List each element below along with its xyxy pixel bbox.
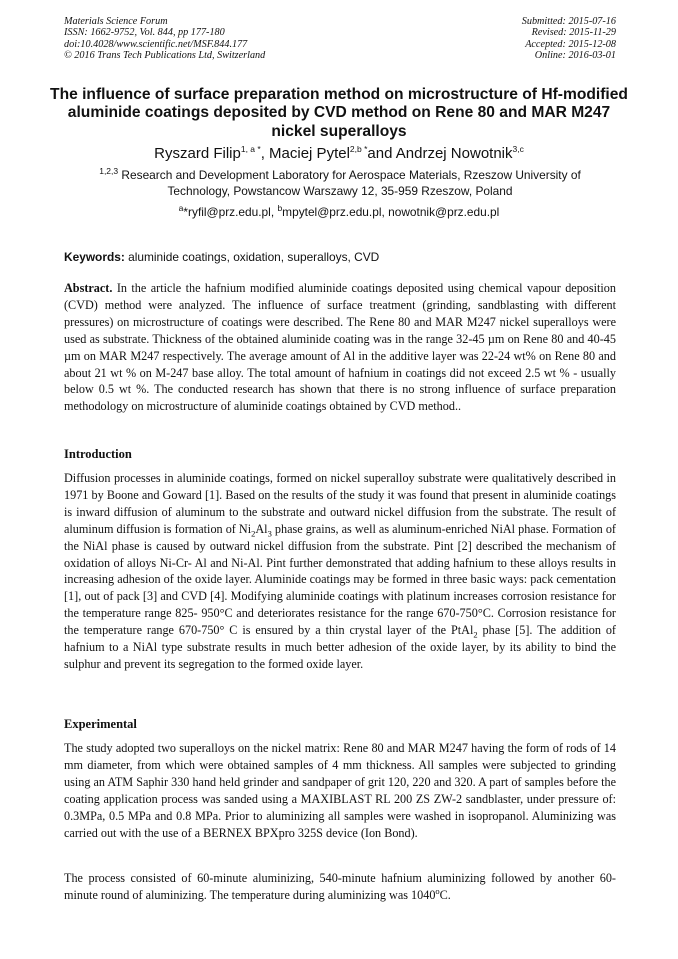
email-sup: b — [277, 203, 283, 214]
intro-text: phase [5]. The addition of hafnium to a NiAl type substrate results in much better adhesion of the oxide layer, by its ability to bind the sulphur and prevent its segregation to the formed oxide layer. — [64, 623, 616, 671]
revised-date: Revised: 2015-11-29 — [531, 27, 616, 39]
email-list — [60, 205, 618, 220]
experimental-paragraph-1: The study adopted two superalloys on the nickel matrix: Rene 80 and MAR M247 having the form of rods of 14 mm diameter, from which were obtained samples of 4 mm thickness. All samples were subjected to grinding using an ATM Saphir 330 hand held grinder and sandpaper of grit 120, 220 and 320. A part of samples before the coating application process was sanded using a MAXIBLAST RL 200 ZS ZW-2 sandblaster, under pressure of: 0.3MPa, 0.5 MPa and 0.8 MPa. Prior to aluminizing all samples were washed in isopropanol. Aluminizing was carried out with the use of a BERNEX BPXpro 325S device (Ion Bond). — [64, 741, 616, 840]
author-name: Andrzej Nowotnik — [395, 145, 513, 162]
journal-header — [64, 16, 265, 62]
subscript: 3 — [267, 528, 272, 539]
copyright-line: © 2016 Trans Tech Publications Ltd, Switzerland — [64, 50, 266, 62]
dates-header — [522, 16, 616, 62]
exp-text: C. — [439, 887, 451, 902]
paper-title: The influence of surface preparation method on microstructure of Hf-modified aluminide coatings deposited by CVD method on Rene 80 and MAR M247 nickel superalloys — [50, 86, 628, 140]
author-list — [40, 145, 638, 163]
author-affil-sup: 1, a * — [240, 144, 261, 154]
intro-text: Al — [255, 521, 268, 536]
exp-text: The process consisted of 60-minute aluminizing, 540-minute hafnium aluminizing followed by another 60-minute round of aluminizing. The temperature during aluminizing was 1040 — [64, 871, 616, 902]
affiliation-sup: 1,2,3 — [99, 166, 119, 177]
doi-line: doi:10.4028/www.scientific.net/MSF.844.177 — [64, 38, 248, 50]
section-heading-experimental: Experimental — [64, 717, 137, 731]
author-name: Maciej Pytel — [269, 145, 350, 162]
author-separator: , — [260, 145, 270, 162]
author-name: Ryszard Filip — [154, 145, 241, 162]
keywords-label: Keywords: — [64, 250, 125, 264]
subscript: 2 — [251, 528, 256, 539]
section-heading-introduction: Introduction — [64, 447, 132, 461]
email-text: mpytel@prz.edu.pl, nowotnik@prz.edu.pl — [282, 205, 500, 219]
keywords-text: aluminide coatings, oxidation, superalloys, CVD — [124, 250, 380, 264]
journal-name: Materials Science Forum — [64, 16, 168, 27]
abstract-text: In the article the hafnium modified aluminide coatings deposited using chemical vapour deposition (CVD) method were analyzed. The influence of surface treatment (grinding, sandblasting with different pressures) on microstructure of coatings were described. The Rene 80 and MAR M247 nickel superalloys were used as substrate. Thickness of the obtained aluminide coating was in the range 32-45 µm on Rene 80 and 40-45 µm on MAR M247 respectively. The average amount of Al in the additive layer was 22-24 wt% on Rene 80 and about 21 wt % on M-247 base alloy. The total amount of hafnium in coatings did not exceed 2.5 wt % - usually below 0.5 wt %. The conducted research has shown that there is no strong influence of surface preparation methodology on microstructure of aluminide coatings obtained by CVD method.. — [64, 281, 616, 414]
online-date: Online: 2016-03-01 — [534, 50, 616, 62]
accepted-date: Accepted: 2015-12-08 — [525, 38, 616, 50]
author-separator: and — [367, 145, 396, 162]
intro-text: phase grains, as well as aluminum-enriched NiAl phase. Formation of the NiAl phase is caused by outward nickel diffusion from the substrate. Pint [2] described the mechanism of oxidation of alloys Ni-Cr- Al and Ni-Al. Pint further demonstrated that adding hafnium to these alloys results in increasing adhesion of the oxide layer. Aluminide coatings may be formed in three basic ways: pack cementation [1], out of pack [3] and CVD [4]. Modifying aluminide coatings with platinum increases corrosion resistance for the temperature range 825- 950°C and deteriorates resistance for the range 670-750°C. Corrosion resistance for the temperature range 670-750° C is ensured by a thin crystal layer of the PtAl — [64, 521, 616, 638]
submitted-date: Submitted: 2015-07-16 — [521, 16, 616, 27]
intro-text: Diffusion processes in aluminide coatings, formed on nickel superalloy substrate were qualitatively described in 1971 by Boone and Goward [1]. Based on the results of the study it was found that present in aluminide coatings is inward diffusion of aluminum to the substrate and outward nickel diffusion from the substrate. The result of aluminum diffusion is formation of Ni — [64, 471, 616, 536]
subscript: 2 — [473, 629, 478, 640]
author-affil-sup: 3,c — [512, 144, 524, 154]
email-sup: a — [178, 203, 184, 214]
email-text: *ryfil@prz.edu.pl, — [183, 205, 278, 219]
issn-line: ISSN: 1662-9752, Vol. 844, pp 177-180 — [64, 27, 225, 39]
affiliation — [70, 168, 610, 199]
affiliation-text: Research and Development Laboratory for Aerospace Materials, Rzeszow University of Technology, Powstancow Warszawy 12, 35-959 Rzeszow, Poland — [118, 168, 581, 198]
abstract — [64, 280, 616, 415]
abstract-label: Abstract. — [64, 281, 113, 295]
superscript: o — [435, 885, 440, 896]
introduction-paragraph — [64, 470, 616, 673]
experimental-paragraph-2 — [64, 870, 616, 904]
keywords — [64, 250, 616, 264]
author-affil-sup: 2,b * — [349, 144, 368, 154]
